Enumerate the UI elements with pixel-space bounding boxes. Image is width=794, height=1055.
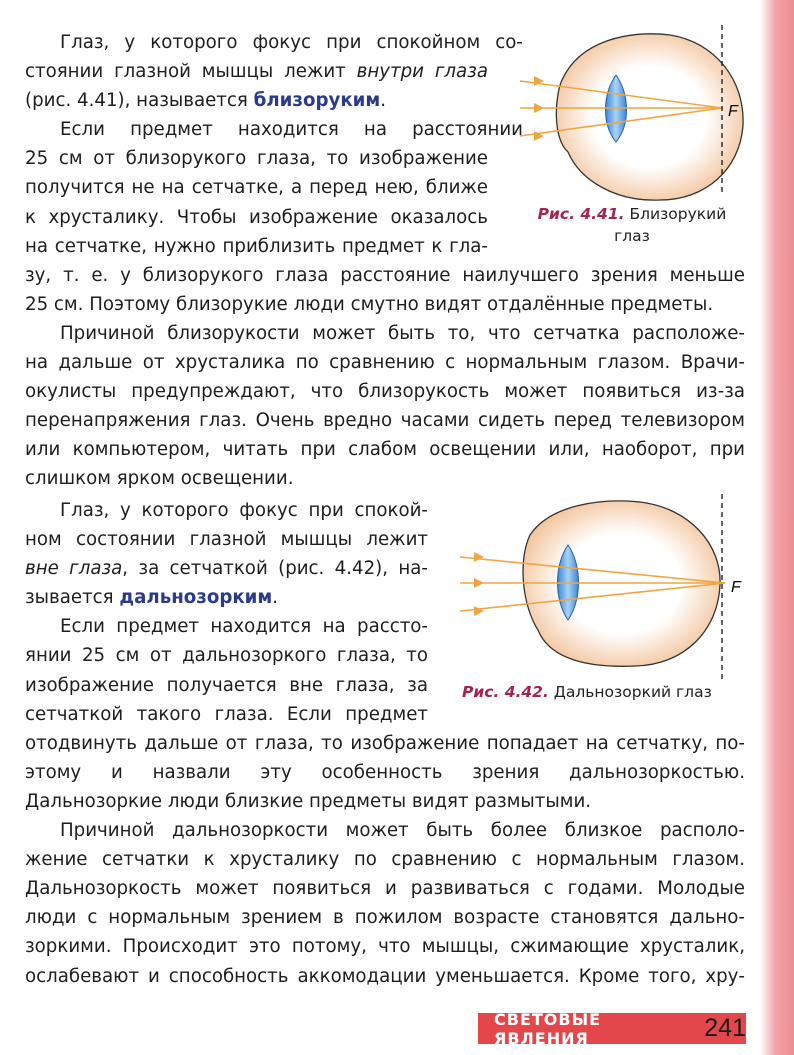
text: стоянии глазной мышцы лежит <box>25 61 357 83</box>
text: , за сетчаткой (рис. 4.42), на- <box>122 558 428 580</box>
page-footer <box>478 1009 746 1048</box>
section-title: СВЕТОВЫЕ ЯВЛЕНИЯ <box>494 1009 602 1048</box>
text-line: слишком ярком освещении. <box>25 468 294 490</box>
text-line: ослабевают и способность аккомодации уменьшается. Кроме того, хру- <box>25 965 745 987</box>
text-line: окулисты предупреждают, что близорукость может появиться из-за <box>25 381 745 403</box>
text: . <box>272 587 279 609</box>
text-line: Если предмет находится на рассто- <box>60 616 428 638</box>
arrow-icons <box>534 76 544 141</box>
text-line: Глаз, у которого фокус при спокойном со- <box>60 32 523 53</box>
text-line <box>25 86 488 115</box>
text-line: Причиной близорукости может быть то, что сетчатка расположе- <box>60 322 745 344</box>
page-edge <box>760 0 794 1055</box>
figure-hyperopic-eye <box>450 490 760 685</box>
figure-label: Рис. 4.42. <box>462 683 549 701</box>
focus-label: F <box>728 103 738 120</box>
figure-caption-442 <box>462 683 712 701</box>
text-line: Дальнозоркие люди близкие предметы видят размытыми. <box>25 790 592 812</box>
text-line: люди с нормальным зрением в пожилом возрасте становятся дально- <box>25 907 745 929</box>
figure-label: Рис. 4.41. <box>537 205 625 223</box>
text-line <box>25 57 488 86</box>
italic-term: вне глаза <box>25 558 123 580</box>
text: . <box>380 90 387 112</box>
figure-caption-441 <box>522 205 742 249</box>
caption-text: глаз <box>614 227 650 245</box>
text-line: отодвинуть дальше от глаза, то изображение попадает на сетчатку, по- <box>25 732 745 754</box>
text: зывается <box>25 587 120 609</box>
caption-text: Близорукий <box>629 205 727 223</box>
italic-term: внутри глаза <box>356 61 488 83</box>
text-line: сетчаткой такого глаза. Если предмет <box>25 703 428 725</box>
term-hyperopic: дальнозорким <box>119 587 273 609</box>
page-number: 241 <box>704 1014 746 1042</box>
text: (рис. 4.41), называется <box>25 90 254 112</box>
text-line: зоркими. Происходит это потому, что мышцы, сжимающие хрусталик, <box>25 936 745 958</box>
focus-label: F <box>731 579 741 596</box>
text-line: Глаз, у которого фокус при спокой- <box>60 500 428 521</box>
text-line: Если предмет находится на расстоянии <box>60 119 523 141</box>
text-line: или компьютером, читать при слабом освещении или, наоборот, при <box>25 439 745 461</box>
eyeball <box>556 34 743 200</box>
text-line: изображение получается вне глаза, за <box>25 674 428 696</box>
text-line: к хрусталику. Чтобы изображение оказалось <box>25 206 488 228</box>
text-line: зу, т. е. у близорукого глаза расстояние наилучшего зрения меньше <box>25 264 745 286</box>
text-line: жение сетчатки к хрусталику по сравнению с нормальным глазом. <box>25 849 745 871</box>
term-myopic: близоруким <box>253 90 381 112</box>
text-line: 25 см от близорукого глаза, то изображение <box>25 148 488 170</box>
text-line: Дальнозоркость может появиться и развиваться с годами. Молодые <box>25 878 745 900</box>
text-line: на сетчатке, нужно приблизить предмет к гла- <box>25 235 488 257</box>
text-line: на дальше от хрусталика по сравнению с нормальным глазом. Врачи- <box>25 352 745 374</box>
text-line <box>25 554 428 583</box>
text-line: перенапряжения глаз. Очень вредно часами сидеть перед телевизором <box>25 410 745 432</box>
text-line: получится не на сетчатке, а перед нею, ближе <box>25 177 488 199</box>
text-line <box>25 583 428 612</box>
text-line: Причиной дальнозоркости может быть более близкое располо- <box>60 820 745 842</box>
text-line: этому и назвали эту особенность зрения дальнозоркостью. <box>25 761 745 783</box>
text-line: ном состоянии глазной мышцы лежит <box>25 529 428 551</box>
text-line: янии 25 см от дальнозоркого глаза, то <box>25 645 428 667</box>
figure-myopic-eye <box>500 20 760 210</box>
text-line: 25 см. Поэтому близорукие люди смутно видят отдалённые предметы. <box>25 293 714 315</box>
caption-text: Дальнозоркий глаз <box>553 683 712 701</box>
arrow-icons <box>474 552 484 616</box>
